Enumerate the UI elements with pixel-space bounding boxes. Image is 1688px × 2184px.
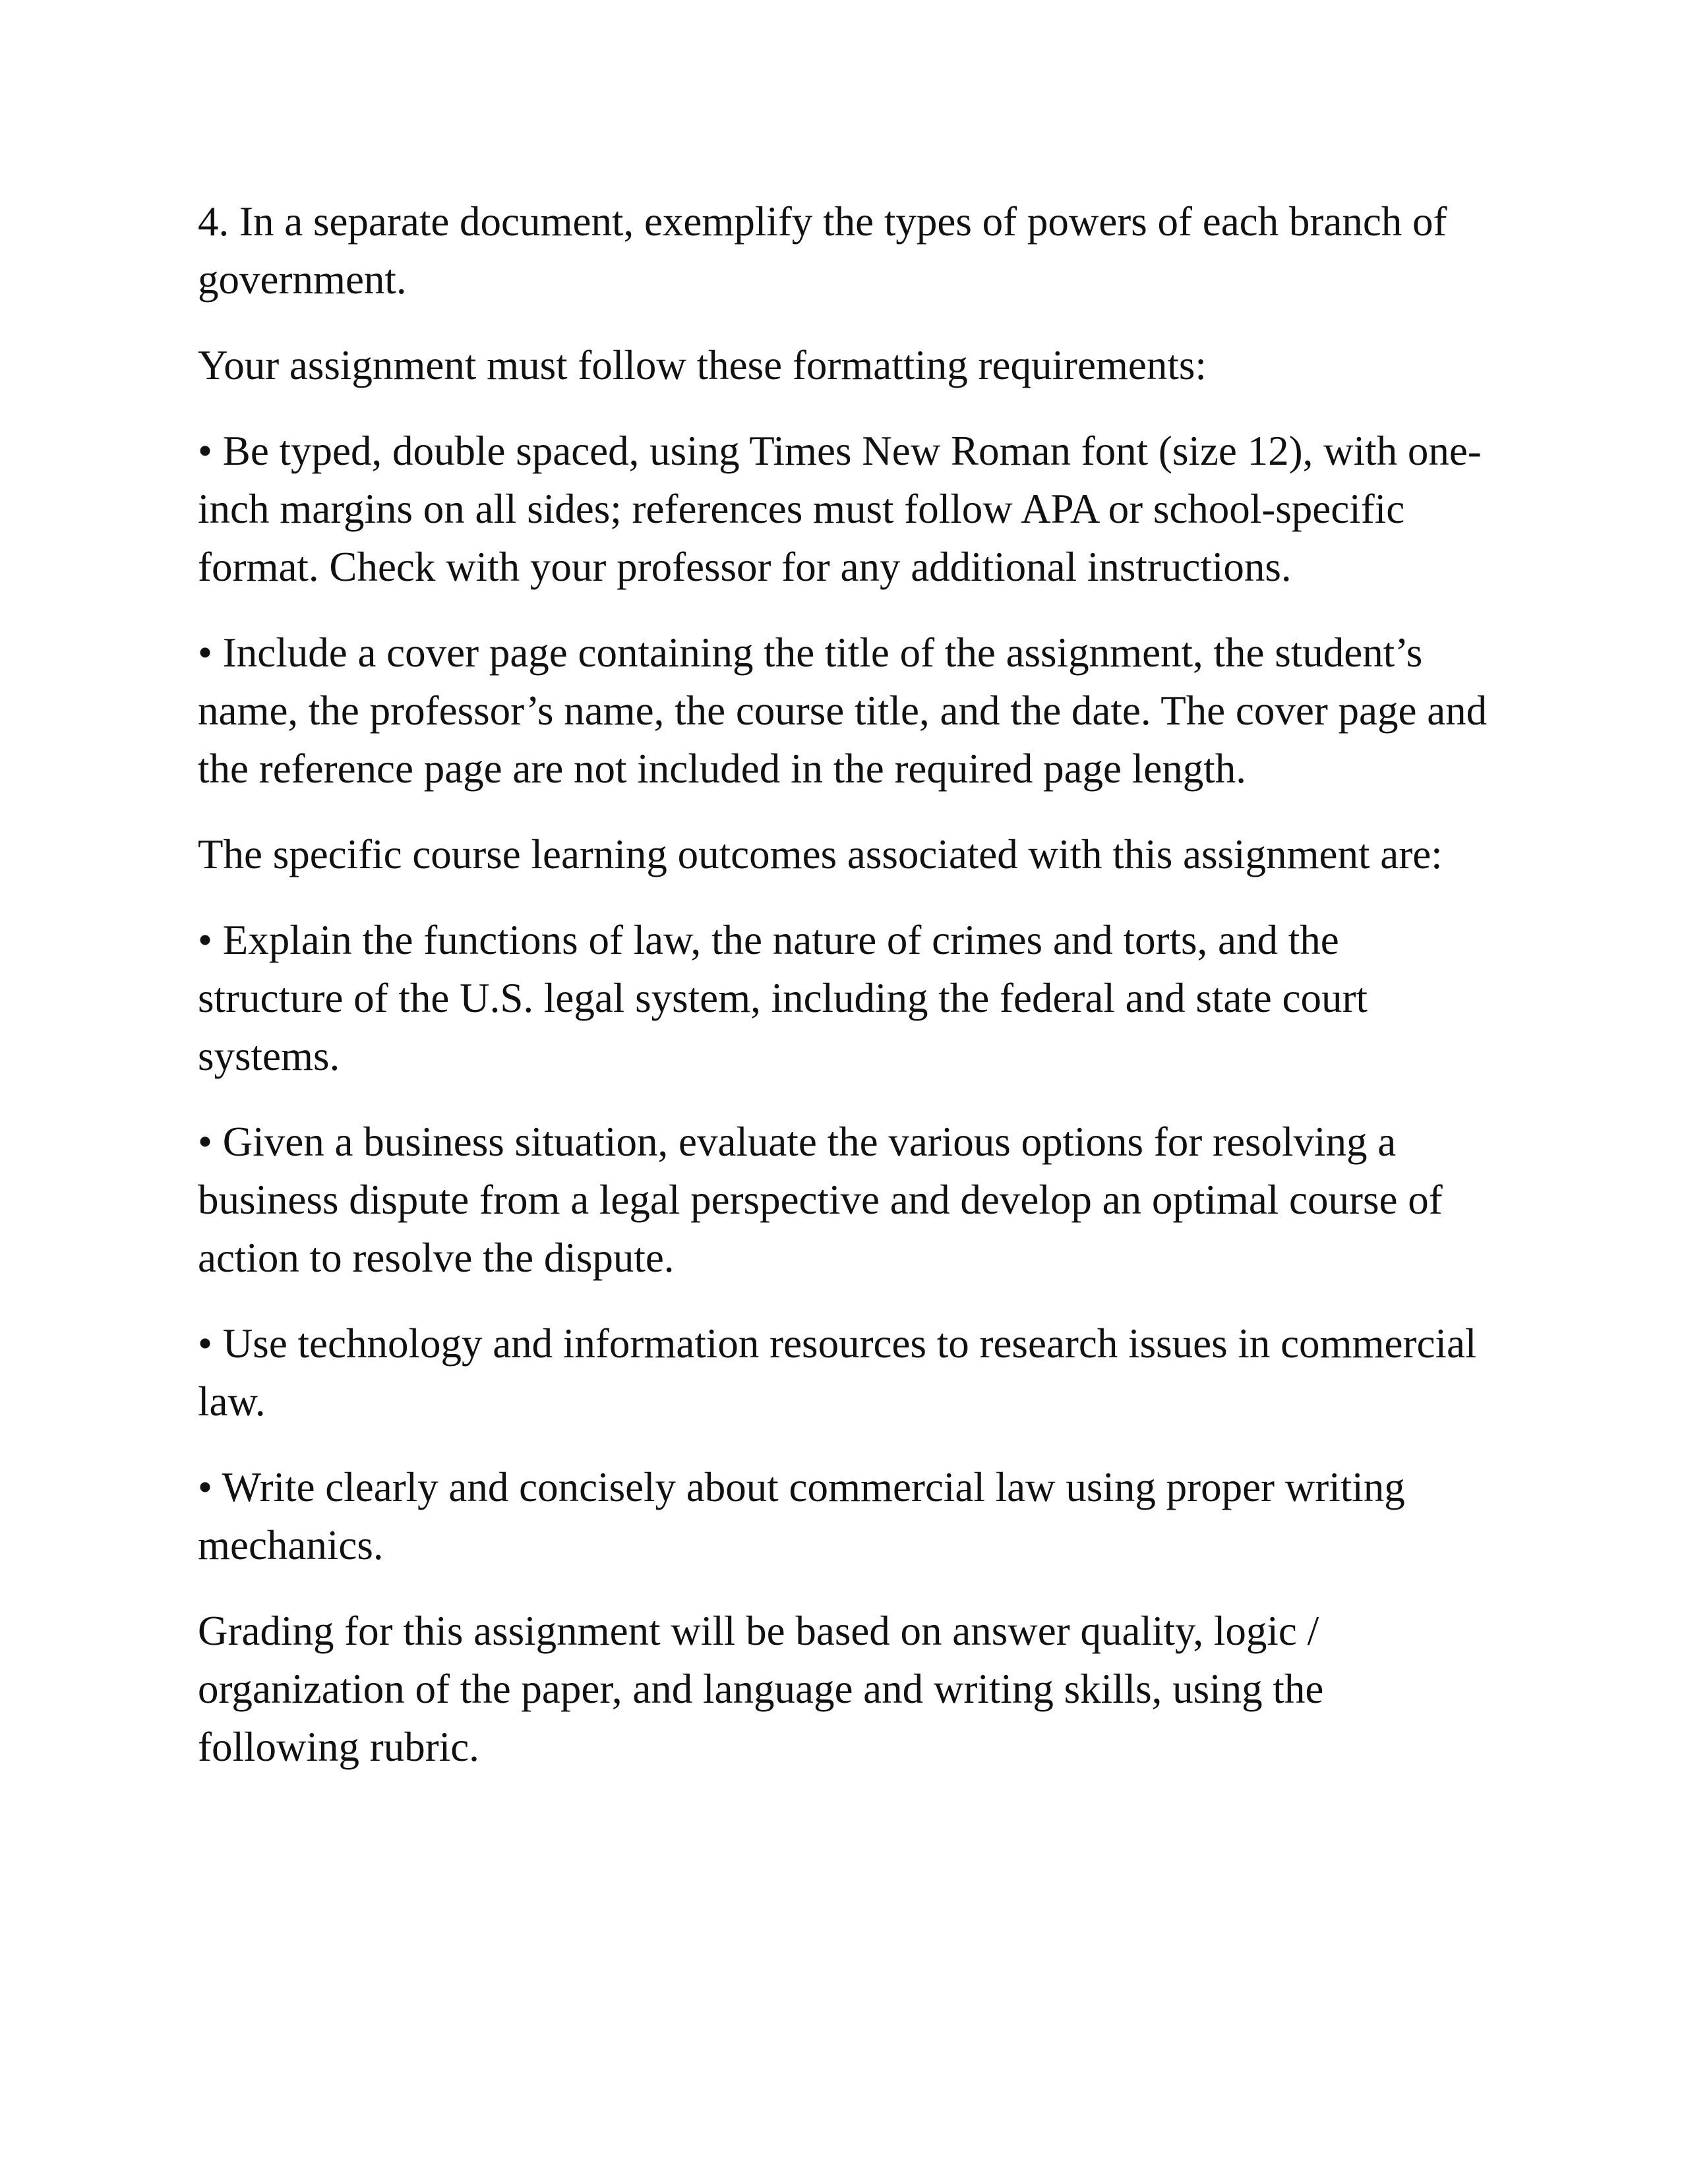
outcome-bullet-technology: • Use technology and information resources to research issues in commercial law.: [198, 1320, 1477, 1425]
document-body: [198, 192, 1490, 1804]
formatting-bullet-typed: • Be typed, double spaced, using Times New Roman font (size 12), with one-inch margins on all sides; references must follow APA or school-specific format. Check with your professor for any additional instructions.: [198, 428, 1482, 590]
question-4-paragraph: 4. In a separate document, exemplify the types of powers of each branch of government.: [198, 198, 1447, 303]
outcome-bullet-write-clearly: • Write clearly and concisely about commercial law using proper writing mechanics.: [198, 1464, 1405, 1568]
formatting-intro-paragraph: Your assignment must follow these formatting requirements:: [198, 342, 1207, 388]
outcome-bullet-business-dispute: • Given a business situation, evaluate the various options for resolving a business dispute from a legal perspective and develop an optimal course of action to resolve the dispute.: [198, 1119, 1443, 1281]
grading-paragraph: Grading for this assignment will be based on answer quality, logic / organization of the paper, and language and writing skills, using the following rubric.: [198, 1608, 1324, 1770]
formatting-bullet-cover-page: • Include a cover page containing the title of the assignment, the student’s name, the professor’s name, the course title, and the date. The cover page and the reference page are not included in the required page length.: [198, 630, 1488, 792]
outcome-bullet-functions-of-law: • Explain the functions of law, the nature of crimes and torts, and the structure of the U.S. legal system, including the federal and state court systems.: [198, 917, 1368, 1079]
learning-outcomes-intro-paragraph: The specific course learning outcomes associated with this assignment are:: [198, 831, 1443, 877]
